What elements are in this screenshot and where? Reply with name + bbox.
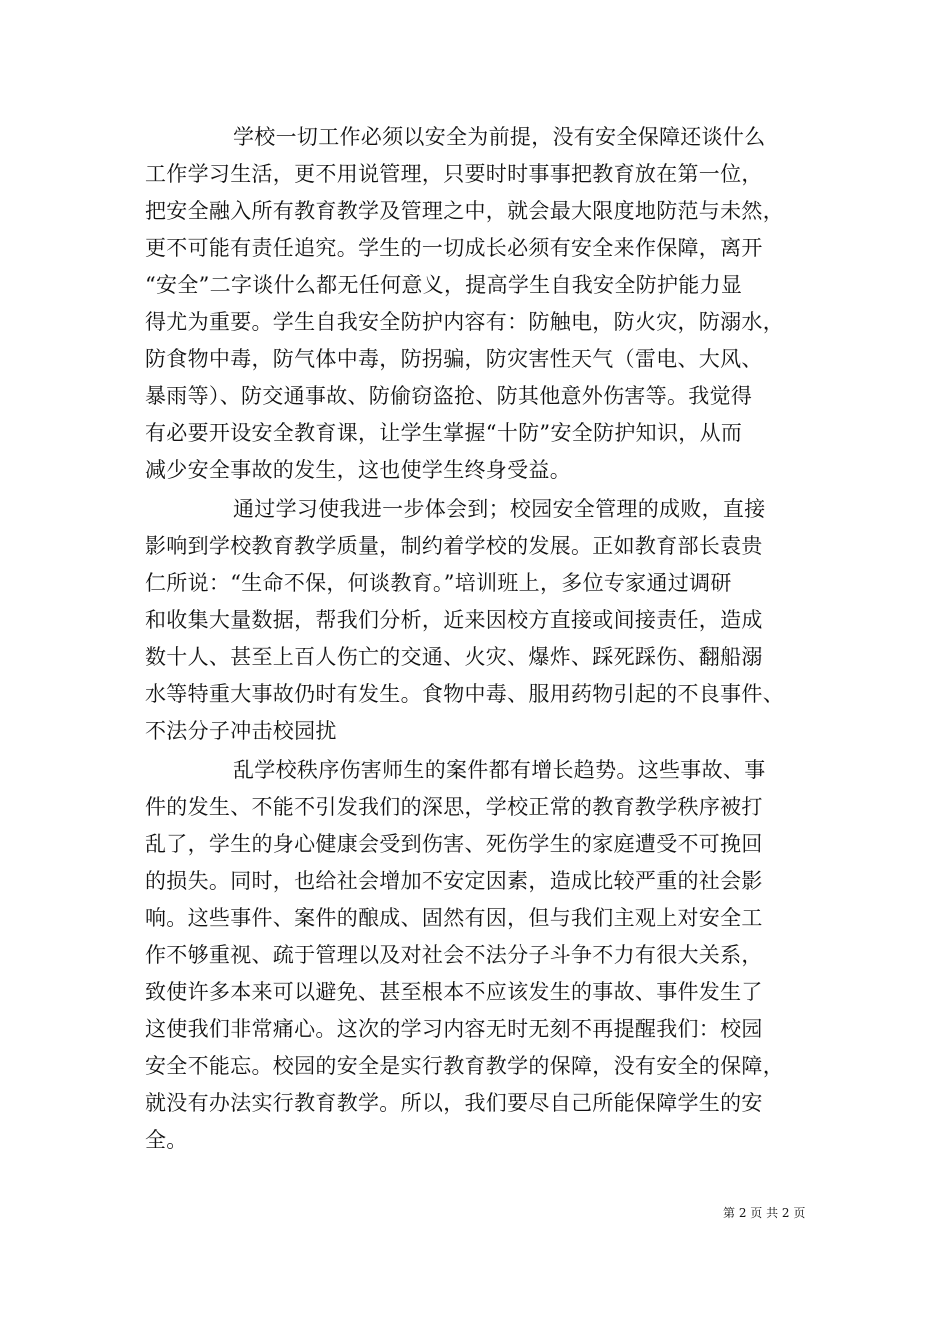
paragraph-line: 不法分子冲击校园扰 xyxy=(145,719,337,743)
paragraph-line: 响。这些事件、案件的酿成、固然有因，但与我们主观上对安全工 xyxy=(145,906,763,930)
paragraph-line: 通过学习使我进一步体会到；校园安全管理的成败，直接 xyxy=(233,497,766,521)
paragraph-line: 更不可能有责任追究。学生的一切成长必须有安全来作保障，离开 xyxy=(145,236,763,260)
paragraph-line: 有必要开设安全教育课，让学生掌握“十防”安全防护知识，从而 xyxy=(145,421,743,445)
paragraph-line: 把安全融入所有教育教学及管理之中，就会最大限度地防范与未然， xyxy=(145,199,784,223)
paragraph-line: 乱学校秩序伤害师生的案件都有增长趋势。这些事故、事 xyxy=(233,758,766,782)
paragraph-line: 得尤为重要。学生自我安全防护内容有：防触电，防火灾，防溺水， xyxy=(145,310,784,334)
paragraph-line: 工作学习生活，更不用说管理，只要时时事事把教育放在第一位， xyxy=(145,162,763,186)
paragraph-line: 全。 xyxy=(145,1128,188,1152)
paragraph-line: 暴雨等）、防交通事故、防偷窃盗抢、防其他意外伤害等。我觉得 xyxy=(145,384,753,408)
paragraph-line: “安全”二字谈什么都无任何意义，提高学生自我安全防护能力显 xyxy=(145,273,743,297)
paragraph-line: 致使许多本来可以避免、甚至根本不应该发生的事故、事件发生了 xyxy=(145,980,763,1004)
paragraph-line: 防食物中毒，防气体中毒，防拐骗，防灾害性天气（雷电、大风、 xyxy=(145,347,763,371)
paragraph-line: 这使我们非常痛心。这次的学习内容无时无刻不再提醒我们：校园 xyxy=(145,1017,763,1041)
paragraph-line: 就没有办法实行教育教学。所以，我们要尽自己所能保障学生的安 xyxy=(145,1091,763,1115)
paragraph-line: 件的发生、不能不引发我们的深思，学校正常的教育教学秩序被打 xyxy=(145,795,763,819)
paragraph-line: 减少安全事故的发生，这也使学生终身受益。 xyxy=(145,458,571,482)
paragraph-line: 数十人、甚至上百人伤亡的交通、火灾、爆炸、踩死踩伤、翻船溺 xyxy=(145,645,763,669)
paragraph-line: 的损失。同时，也给社会增加不安定因素，造成比较严重的社会影 xyxy=(145,869,763,893)
paragraph-line: 乱了，学生的身心健康会受到伤害、死伤学生的家庭遭受不可挽回 xyxy=(145,832,763,856)
paragraph-line: 安全不能忘。校园的安全是实行教育教学的保障，没有安全的保障， xyxy=(145,1054,784,1078)
paragraph-line: 仁所说：“生命不保，何谈教育。”培训班上，多位专家通过调研 xyxy=(145,571,732,595)
paragraph-line: 影响到学校教育教学质量，制约着学校的发展。正如教育部长袁贵 xyxy=(145,534,763,558)
paragraph-line: 和收集大量数据，帮我们分析，近来因校方直接或间接责任，造成 xyxy=(145,608,763,632)
paragraph-line: 作不够重视、疏于管理以及对社会不法分子斗争不力有很大关系， xyxy=(145,943,763,967)
page-number-footer: 第 2 页 共 2 页 xyxy=(723,1206,806,1220)
paragraph-line: 水等特重大事故仍时有发生。食物中毒、服用药物引起的不良事件、 xyxy=(145,682,784,706)
paragraph-line: 学校一切工作必须以安全为前提，没有安全保障还谈什么 xyxy=(233,125,766,149)
